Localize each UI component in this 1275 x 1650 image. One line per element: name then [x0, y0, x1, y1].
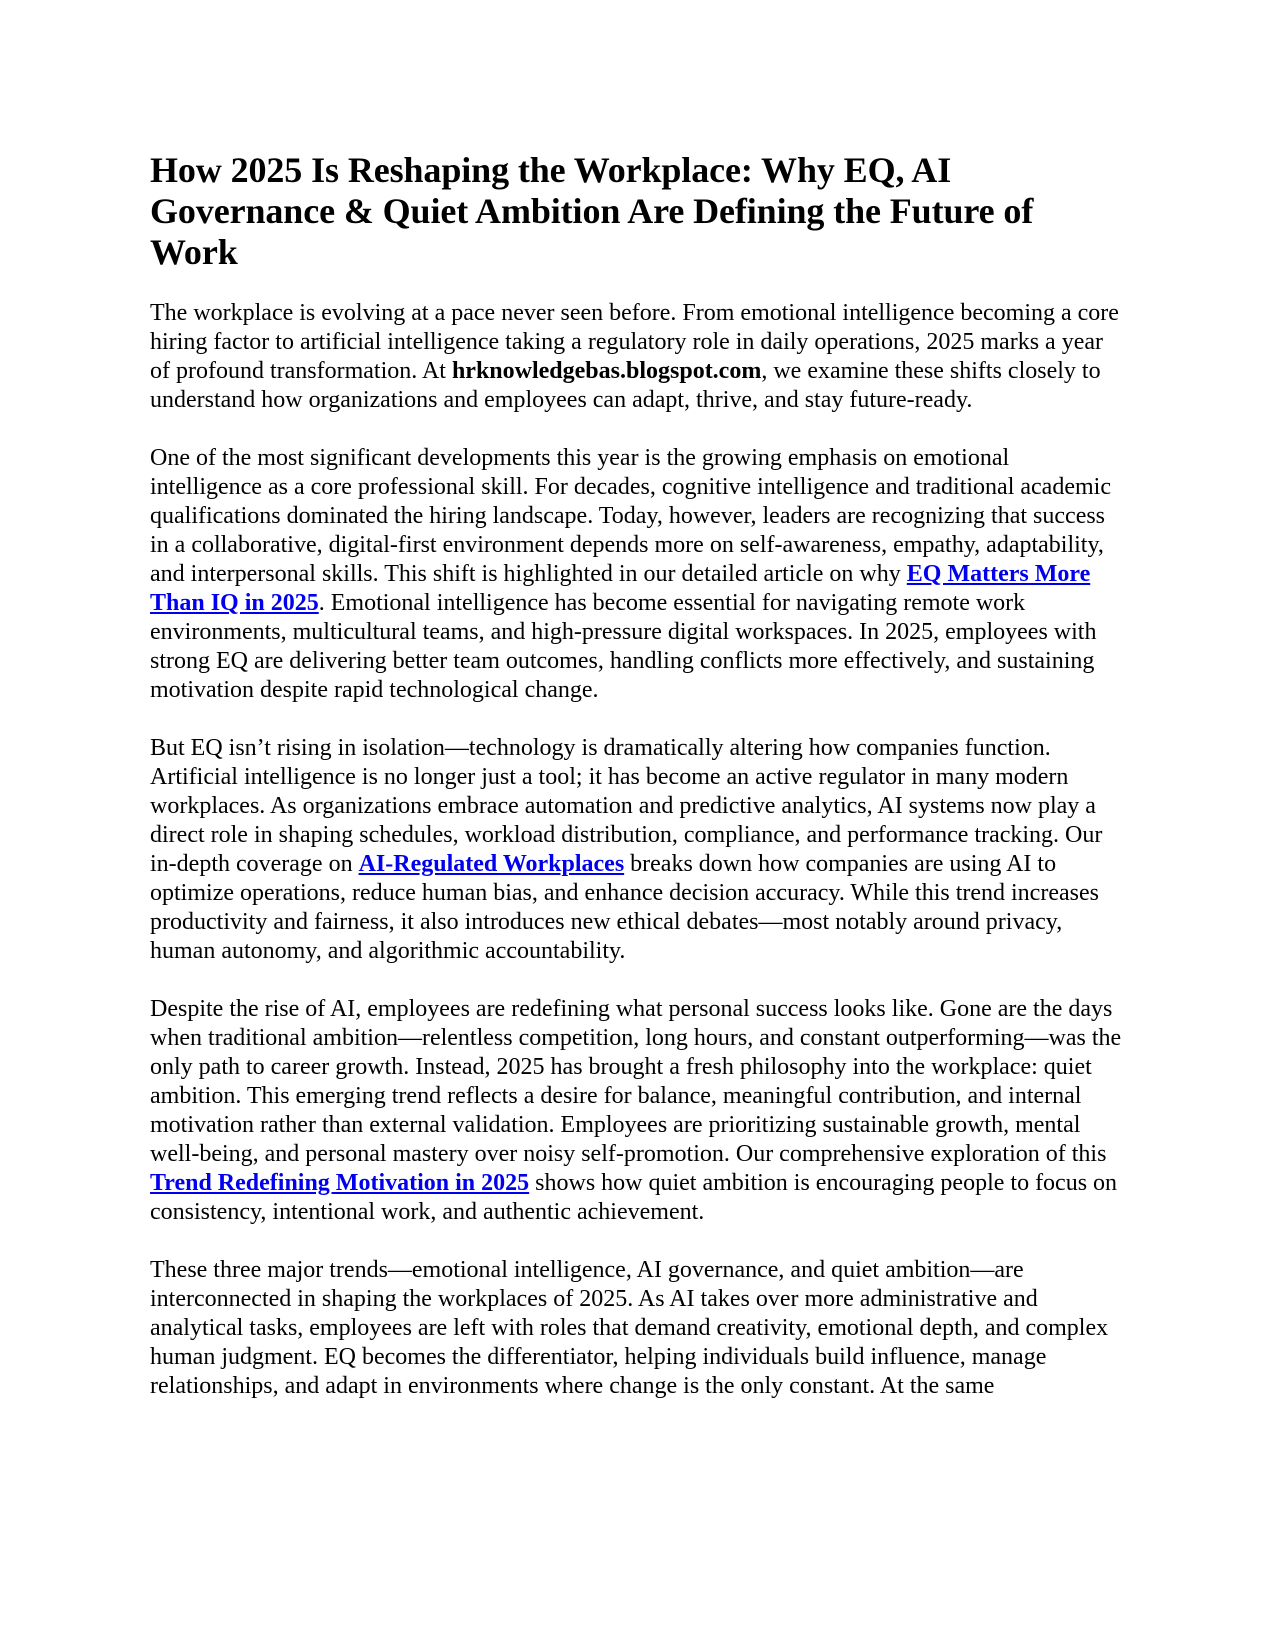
- paragraph-quiet-ambition-text-start: Despite the rise of AI, employees are redefining what personal success looks like. Gone are the days when traditional ambition—relentless competition, long hours, and constant outperforming—was the only path to career growth. Instead, 2025 has brought a fresh philosophy into the workplace: quiet ambition. This emerging trend reflects a desire for balance, meaningful contribution, and internal motivation rather than external validation. Employees are prioritizing sustainable growth, mental well-being, and personal mastery over noisy self-promotion. Our comprehensive exploration of this: [150, 996, 1122, 1167]
- site-name: hrknowledgebas.blogspot.com: [451, 358, 762, 384]
- motivation-trend-link[interactable]: Trend Redefining Motivation in 2025: [150, 1170, 530, 1196]
- paragraph-intro-text-start: The workplace is evolving at a pace never seen before. From emotional intelligence becoming a core hiring factor to artificial intelligence taking a regulatory role in daily operations, 2025 marks a year of profound transformation. At: [150, 300, 1119, 384]
- paragraph-ai-text-start: But EQ isn’t rising in isolation—technology is dramatically altering how companies function. Artificial intelligence is no longer just a tool; it has become an active regulator in many modern workplaces. As organizations embrace automation and predictive analytics, AI systems now play a direct role in shaping schedules, workload distribution, compliance, and performance tracking. Our in-depth coverage on: [150, 735, 1103, 877]
- paragraph-intro: [150, 299, 1125, 415]
- paragraph-ai-text-end: breaks down how companies are using AI to optimize operations, reduce human bias, and enhance decision accuracy. While this trend increases productivity and fairness, it also introduces new ethical debates—most notably around privacy, human autonomy, and algorithmic accountability.: [150, 851, 1099, 964]
- paragraph-ai: [150, 734, 1125, 966]
- paragraph-trends: These three major trends—emotional intelligence, AI governance, and quiet ambition—are interconnected in shaping the workplaces of 2025. As AI takes over more administrative and analytical tasks, employees are left with roles that demand creativity, emotional depth, and complex human judgment. EQ becomes the differentiator, helping individuals build influence, manage relationships, and adapt in environments where change is the only constant. At the same: [150, 1257, 1109, 1399]
- paragraph-eq: [150, 444, 1125, 705]
- paragraph-quiet-ambition-text-end: shows how quiet ambition is encouraging people to focus on consistency, intentional work, and authentic achievement.: [150, 1170, 1118, 1225]
- paragraph-eq-text-start: One of the most significant developments this year is the growing emphasis on emotional intelligence as a core professional skill. For decades, cognitive intelligence and traditional academic qualifications dominated the hiring landscape. Today, however, leaders are recognizing that success in a collaborative, digital-first environment depends more on self-awareness, empathy, adaptability, and interpersonal skills. This shift is highlighted in our detailed article on why: [150, 445, 1111, 587]
- ai-regulated-workplaces-link[interactable]: AI-Regulated Workplaces: [358, 851, 625, 877]
- paragraph-eq-text-end: . Emotional intelligence has become essential for navigating remote work environments, multicultural teams, and high-pressure digital workspaces. In 2025, employees with strong EQ are delivering better team outcomes, handling conflicts more effectively, and sustaining motivation despite rapid technological change.: [150, 590, 1097, 703]
- eq-article-link[interactable]: EQ Matters More Than IQ in 2025: [150, 561, 1091, 616]
- article-title: How 2025 Is Reshaping the Workplace: Why EQ, AI Governance & Quiet Ambition Are Defining the Future of Work: [150, 150, 1034, 272]
- paragraph-intro-text-end: , we examine these shifts closely to understand how organizations and employees can adapt, thrive, and stay future-ready.: [150, 358, 1101, 413]
- document-page: [150, 150, 1125, 1430]
- paragraph-quiet-ambition: [150, 995, 1125, 1227]
